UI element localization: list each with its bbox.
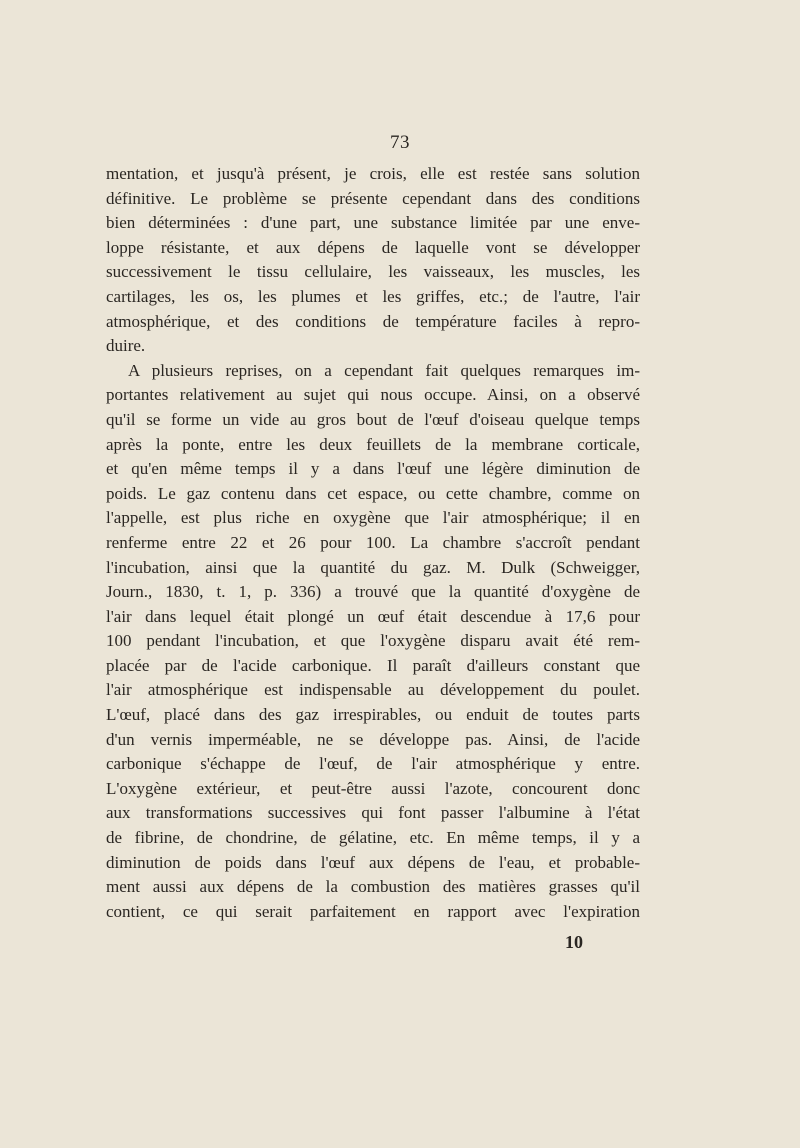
text-line: L'oxygène extérieur, et peut-être aussi l'azote, concourent donc bbox=[106, 778, 640, 798]
text-line: duire. bbox=[106, 336, 146, 356]
text-line: contient, ce qui serait parfaitement en rapport avec l'expiration bbox=[106, 901, 640, 921]
text-line: qu'il se forme un vide au gros bout de l'œuf d'oiseau quelque temps bbox=[106, 409, 640, 429]
text-line: cartilages, les os, les plumes et les griffes, etc.; de l'autre, l'air bbox=[106, 286, 640, 306]
text-line: A plusieurs reprises, on a cependant fait quelques remarques im- bbox=[128, 360, 640, 380]
text-line: Journ., 1830, t. 1, p. 336) a trouvé que la quantité d'oxygène de bbox=[106, 582, 640, 602]
text-line: de fibrine, de chondrine, de gélatine, etc. En même temps, il y a bbox=[106, 828, 640, 848]
page-number: 73 bbox=[390, 132, 410, 153]
text-line: aux transformations successives qui font passer l'albumine à l'état bbox=[106, 803, 640, 823]
text-line: loppe résistante, et aux dépens de laquelle vont se développer bbox=[106, 237, 640, 257]
text-line: mentation, et jusqu'à présent, je crois, elle est restée sans solution bbox=[106, 164, 640, 183]
body-text bbox=[106, 162, 640, 924]
text-line: diminution de poids dans l'œuf aux dépens de l'eau, et probable- bbox=[106, 852, 640, 872]
text-line: L'œuf, placé dans des gaz irrespirables, ou enduit de toutes parts bbox=[106, 705, 640, 725]
text-line: après la ponte, entre les deux feuillets de la membrane corticale, bbox=[106, 434, 640, 454]
text-line: l'air atmosphérique est indispensable au développement du poulet. bbox=[106, 680, 640, 700]
text-line: placée par de l'acide carbonique. Il paraît d'ailleurs constant que bbox=[106, 655, 640, 675]
text-line: d'un vernis imperméable, ne se développe pas. Ainsi, de l'acide bbox=[106, 729, 640, 749]
text-line: définitive. Le problème se présente cependant dans des conditions bbox=[106, 188, 640, 208]
text-line: l'air dans lequel était plongé un œuf était descendue à 17,6 pour bbox=[106, 606, 640, 626]
text-line: l'appelle, est plus riche en oxygène que l'air atmosphérique; il en bbox=[106, 508, 640, 528]
signature-mark: 10 bbox=[565, 932, 583, 952]
text-line: successivement le tissu cellulaire, les vaisseaux, les muscles, les bbox=[106, 262, 640, 282]
text-line: atmosphérique, et des conditions de température faciles à repro- bbox=[106, 311, 640, 331]
text-line: renferme entre 22 et 26 pour 100. La chambre s'accroît pendant bbox=[106, 532, 640, 552]
text-line: carbonique s'échappe de l'œuf, de l'air atmosphérique y entre. bbox=[106, 754, 640, 774]
text-line: poids. Le gaz contenu dans cet espace, ou cette chambre, comme on bbox=[106, 483, 640, 503]
text-line: bien déterminées : d'une part, une substance limitée par une enve- bbox=[106, 213, 640, 233]
text-line: 100 pendant l'incubation, et que l'oxygène disparu avait été rem- bbox=[106, 631, 640, 651]
text-line: l'incubation, ainsi que la quantité du gaz. M. Dulk (Schweigger, bbox=[106, 557, 640, 577]
text-line: ment aussi aux dépens de la combustion des matières grasses qu'il bbox=[106, 877, 640, 897]
text-line: et qu'en même temps il y a dans l'œuf une légère diminution de bbox=[106, 459, 640, 479]
text-line: portantes relativement au sujet qui nous occupe. Ainsi, on a observé bbox=[106, 385, 640, 405]
